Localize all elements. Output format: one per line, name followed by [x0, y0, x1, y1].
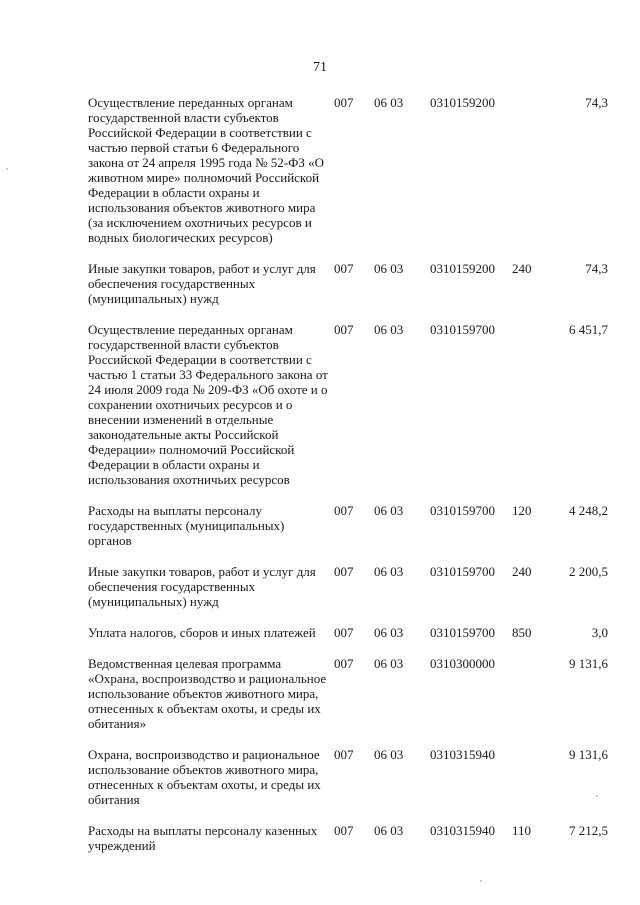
row-rzpr: 06 03	[374, 625, 404, 640]
row-name: Расходы на выплаты персоналу казенных учреждений	[88, 823, 318, 853]
row-name: Ведомственная целевая программа «Охрана, воспроизводство и рациональное использование объектов животного мира, отнесенных к объектам охоты, и среды их обитания»	[88, 656, 327, 731]
row-sum: 3,0	[591, 625, 608, 640]
row-ved: 007	[334, 625, 354, 640]
table-row	[88, 95, 608, 261]
row-ved: 007	[334, 503, 354, 518]
table-row	[88, 322, 608, 503]
row-rzpr: 06 03	[374, 503, 404, 518]
row-name: Расходы на выплаты персоналу государственных (муниципальных) органов	[88, 503, 285, 548]
row-csr: 0310300000	[430, 656, 495, 671]
row-csr: 0310159700	[430, 322, 495, 337]
row-vr: 240	[512, 564, 532, 579]
row-name: Осуществление переданных органам государственной власти субъектов Российской Федерации в соответствии с частью первой статьи 6 Федерального закона от 24 апреля 1995 года № 52-ФЗ «О животном мире» полномочий Российской Федерации в области охраны и использования объектов животного мира (за исключением охотничьих ресурсов и водных биологических ресурсов)	[88, 95, 325, 245]
row-sum: 4 248,2	[569, 503, 608, 518]
row-name: Охрана, воспроизводство и рациональное использование объектов животного мира, отнесенных к объектам охоты, и среды их обитания	[88, 747, 321, 807]
row-csr: 0310159700	[430, 564, 495, 579]
budget-table	[88, 95, 608, 869]
row-rzpr: 06 03	[374, 747, 404, 762]
row-rzpr: 06 03	[374, 322, 404, 337]
row-csr: 0310159200	[430, 261, 495, 276]
row-ved: 007	[334, 564, 354, 579]
row-ved: 007	[334, 747, 354, 762]
row-csr: 0310315940	[430, 747, 495, 762]
row-vr	[512, 95, 548, 261]
row-rzpr: 06 03	[374, 823, 404, 838]
table-row	[88, 261, 608, 322]
table-row	[88, 656, 608, 747]
row-vr	[512, 656, 548, 747]
scan-speck	[6, 168, 8, 170]
row-sum: 74,3	[585, 261, 608, 276]
row-csr: 0310315940	[430, 823, 495, 838]
row-ved: 007	[334, 322, 354, 337]
scan-speck	[480, 880, 482, 882]
table-row	[88, 747, 608, 823]
row-name: Иные закупки товаров, работ и услуг для обеспечения государственных (муниципальных) нужд	[88, 261, 316, 306]
row-vr	[512, 747, 548, 823]
row-rzpr: 06 03	[374, 564, 404, 579]
row-rzpr: 06 03	[374, 656, 404, 671]
row-rzpr: 06 03	[374, 95, 404, 110]
row-sum: 9 131,6	[569, 747, 608, 762]
table-row	[88, 503, 608, 564]
row-ved: 007	[334, 261, 354, 276]
row-csr: 0310159700	[430, 503, 495, 518]
row-ved: 007	[334, 95, 354, 110]
row-vr: 120	[512, 503, 532, 518]
row-rzpr: 06 03	[374, 261, 404, 276]
row-ved: 007	[334, 823, 354, 838]
table-row	[88, 564, 608, 625]
row-sum: 74,3	[585, 95, 608, 110]
row-sum: 2 200,5	[569, 564, 608, 579]
row-name: Уплата налогов, сборов и иных платежей	[88, 625, 316, 640]
page-number: 71	[313, 60, 327, 75]
row-vr: 240	[512, 261, 532, 276]
table-row	[88, 625, 608, 656]
row-vr: 110	[512, 823, 532, 838]
row-ved: 007	[334, 656, 354, 671]
row-csr: 0310159200	[430, 95, 495, 110]
row-sum: 7 212,5	[569, 823, 608, 838]
row-name: Иные закупки товаров, работ и услуг для обеспечения государственных (муниципальных) нужд	[88, 564, 316, 609]
row-name: Осуществление переданных органам государственной власти субъектов Российской Федерации в соответствии с частью 1 статьи 33 Федерального закона от 24 июля 2009 года № 209-ФЗ «Об охоте и о сохранении охотничьих ресурсов и о внесении изменений в отдельные законодательные акты Российской Федерации» полномочий Российской Федерации в области охраны и использования охотничьих ресурсов	[88, 322, 328, 487]
row-csr: 0310159700	[430, 625, 495, 640]
table-row	[88, 823, 608, 869]
row-sum: 6 451,7	[569, 322, 608, 337]
row-sum: 9 131,6	[569, 656, 608, 671]
row-vr: 850	[512, 625, 532, 640]
row-vr	[512, 322, 548, 503]
